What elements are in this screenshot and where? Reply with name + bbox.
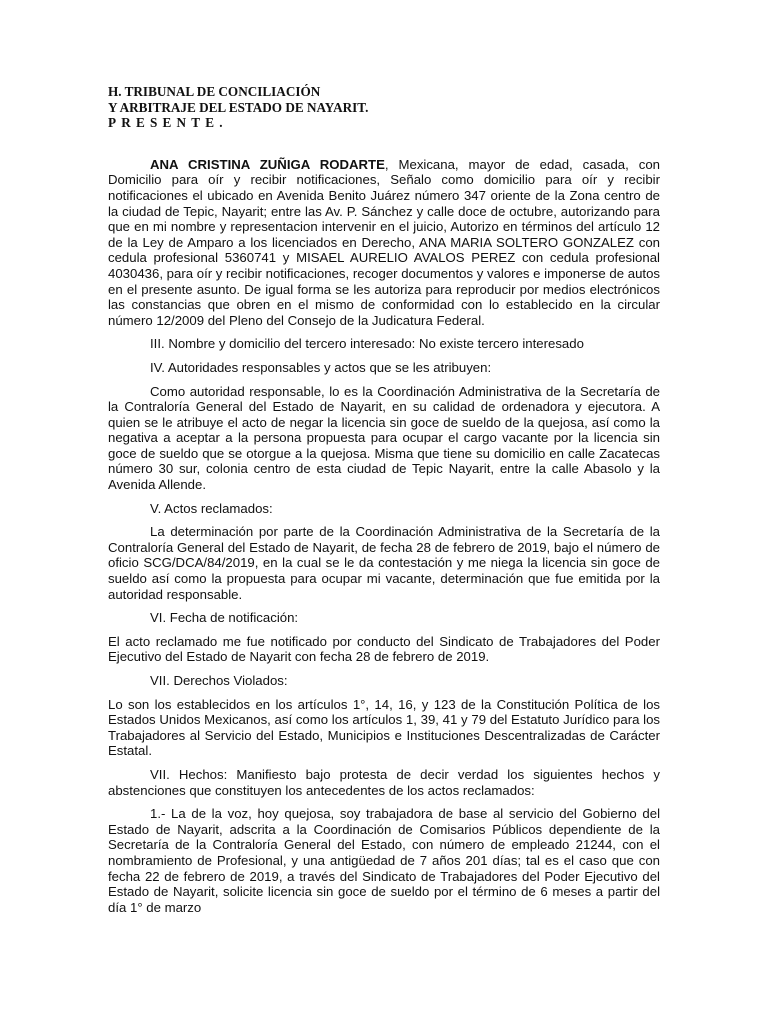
section-7-heading: VII. Derechos Violados: [150, 673, 288, 688]
section-5-text: La determinación por parte de la Coordinación Administrativa de la Secretaría de la Contraloría General del Estado de Nayarit, de fecha 28 de febrero de 2019, bajo el número de oficio SCG/DCA/84/2019, en la cual se le da contestación y me niega la licencia sin goce de sueldo así como la propuesta para ocupar mi vacante, determinación que fue emitida por la autoridad responsable. [108, 524, 660, 602]
header-line-1: H. TRIBUNAL DE CONCILIACIÓN [108, 84, 321, 99]
header-line-3: PRESENTE. [108, 115, 228, 131]
section-4-text: Como autoridad responsable, lo es la Coordinación Administrativa de la Secretaría de la Contraloría General del Estado de Nayarit, en su calidad de ordenadora y ejecutora. A quien se le atribuye el acto de negar la licencia sin goce de sueldo de la quejosa, así como la negativa a aceptar a la persona propuesta para ocupar el cargo vacante por la licencia sin goce de sueldo que se otorgue a la quejosa. Misma que tiene su domicilio en calle Zacatecas número 30 sur, colonia centro de esta ciudad de Tepic Nayarit, entre la calle Abasolo y la Avenida Allende. [108, 383, 660, 493]
petitioner-name: ANA CRISTINA ZUÑIGA RODARTE [150, 156, 385, 172]
section-3-heading: III. Nombre y domicilio del tercero interesado: No existe tercero interesado [150, 336, 584, 352]
fact-1-paragraph: 1.- La de la voz, hoy quejosa, soy trabajadora de base al servicio del Gobierno del Estado de Nayarit, adscrita a la Coordinación de Comisarios Públicos dependiente de la Secretaría de la Contraloría General del Estado, con número de empleado 21244, con el nombramiento de Profesional, y una antigüedad de 7 años 201 días; tal es el caso que con fecha 22 de febrero de 2019, a través del Sindicato de Trabajadores del Poder Ejecutivo del Estado de Nayarit, solicite licencia sin goce de sueldo por el término de 6 meses a partir del día 1° de marzo [108, 806, 660, 915]
intro-paragraph [108, 157, 660, 329]
section-8-heading: VII. Hechos: Manifiesto bajo protesta de decir verdad los siguientes hechos y abstenciones que constituyen los antecedentes de los actos reclamados: [108, 766, 660, 798]
section-6-text: El acto reclamado me fue notificado por conducto del Sindicato de Trabajadores del Poder Ejecutivo del Estado de Nayarit con fecha 28 de febrero de 2019. [108, 633, 660, 665]
section-5-heading: V. Actos reclamados: [150, 500, 273, 516]
header-line-2: Y ARBITRAJE DEL ESTADO DE NAYARIT. [108, 99, 369, 115]
addressee-header [108, 84, 660, 131]
intro-text: , Mexicana, mayor de edad, casada, con Domicilio para oír y recibir notificaciones, Señalo como domicilio para oír y recibir notificaciones el ubicado en Avenida Benito Juárez número 347 oriente de la Zona centro de la ciudad de Tepic, Nayarit; entre las Av. P. Sánchez y calle doce de octubre, autorizando para que en mi nombre y representacion intervenir en el juicio, Autorizo en términos del artículo 12 de la Ley de Amparo a los licenciados en Derecho, ANA MARIA SOLTERO GONZALEZ con cedula profesional 5360741 y MISAEL AURELIO AVALOS PEREZ con cedula profesional 4030436, para oír y recibir notificaciones, recoger documentos y valores e imponerse de autos en el presente asunto. De igual forma se les autoriza para reproducir por medios electrónicos las constancias que obren en el mismo de conformidad con lo establecido en la circular número 12/2009 del Pleno del Consejo de la Judicatura Federal. [108, 156, 660, 328]
section-6-heading: VI. Fecha de notificación: [150, 610, 299, 626]
section-4-heading: IV. Autoridades responsables y actos que se les atribuyen: [150, 359, 492, 375]
section-7-text: Lo son los establecidos en los artículos 1°, 14, 16, y 123 de la Constitución Política de los Estados Unidos Mexicanos, así como los artículos 1, 39, 41 y 79 del Estatuto Jurídico para los Trabajadores al Servicio del Estado, Municipios e Instituciones Descentralizadas de Carácter Estatal. [108, 696, 660, 759]
